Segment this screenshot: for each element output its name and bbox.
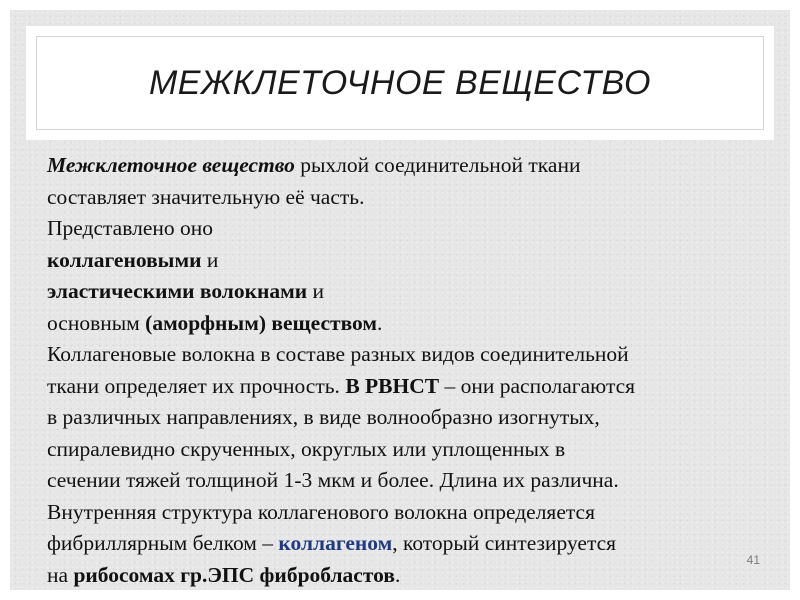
body-text: , который синтезируется <box>392 531 617 555</box>
body-text: в различных направлениях, в виде волнообразно изогнутых, <box>47 405 600 429</box>
body-text: Коллагеновые волокна в составе разных видов соединительной <box>47 342 629 366</box>
body-text: спиралевидно скрученных, округлых или уплощенных в <box>47 436 566 461</box>
emphasized-text: (аморфным) веществом <box>145 310 378 335</box>
emphasized-text: Межклеточное вещество <box>47 153 295 177</box>
body-line <box>47 276 785 308</box>
body-text: фибриллярным белком – <box>47 531 279 555</box>
body-text: . <box>394 562 401 587</box>
body-text: Представлено оно <box>47 216 213 240</box>
body-line <box>47 434 785 466</box>
body-text: рыхлой соединительной ткани <box>294 153 581 177</box>
body-line <box>47 371 785 403</box>
body-text: – они располагаются <box>439 373 636 398</box>
body-line <box>47 182 785 214</box>
emphasized-text: коллагеном <box>278 531 393 555</box>
body-text: и <box>307 279 325 303</box>
emphasized-text: эластическими волокнами <box>47 279 308 303</box>
body-text: основным <box>47 310 146 335</box>
body-line <box>47 528 785 560</box>
body-line <box>47 560 785 592</box>
slide-body-text <box>47 150 785 591</box>
body-line <box>47 402 785 434</box>
emphasized-text: рибосомах гр.ЭПС фибробластов <box>73 562 395 587</box>
body-line <box>47 465 785 497</box>
body-line <box>47 213 785 245</box>
body-text: . <box>377 310 383 335</box>
body-text: и <box>201 247 219 272</box>
body-line <box>47 339 785 371</box>
page-number: 41 <box>746 553 760 567</box>
slide <box>10 10 790 590</box>
body-line <box>47 245 785 277</box>
emphasized-text: коллагеновыми <box>47 247 202 272</box>
slide-title: МЕЖКЛЕТОЧНОЕ ВЕЩЕСТВО <box>148 64 652 102</box>
body-text: Внутренняя структура коллагенового волокна определяется <box>47 499 595 524</box>
body-line <box>47 497 785 529</box>
title-box <box>26 26 774 140</box>
body-line <box>47 308 785 340</box>
body-text: составляет значительную её часть. <box>47 184 365 209</box>
emphasized-text: В РВНСТ <box>345 373 440 398</box>
body-text: на <box>47 562 74 587</box>
body-text: ткани определяет их прочность. <box>47 373 346 398</box>
body-line <box>47 150 785 182</box>
body-text: сечении тяжей толщиной 1-3 мкм и более. Длина их различна. <box>47 468 619 492</box>
